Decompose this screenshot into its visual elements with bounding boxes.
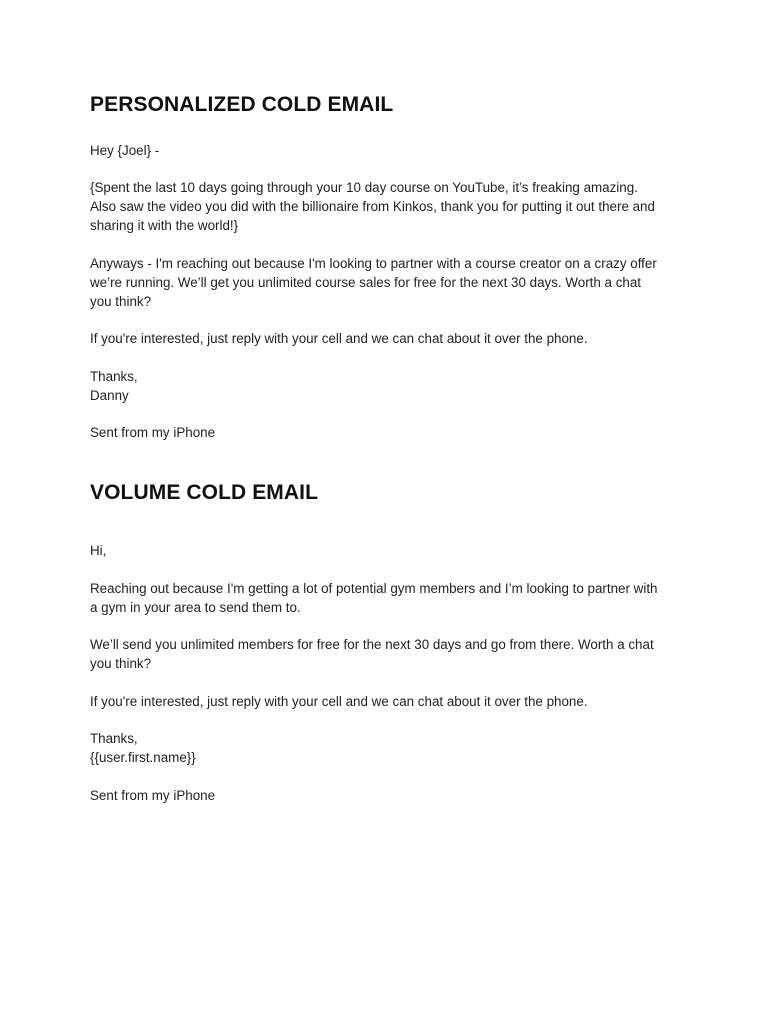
personalized-signature: Danny (90, 388, 129, 403)
volume-intro-line: Reaching out because I'm getting a lot of potential gym members and I’m looking to partner with (90, 581, 658, 596)
volume-offer-paragraph (90, 635, 690, 673)
volume-intro-paragraph (90, 579, 690, 617)
volume-offer-line: We’ll send you unlimited members for free for the next 30 days and go from there. Worth a chat (90, 637, 654, 652)
volume-offer-line: you think? (90, 656, 152, 671)
personalized-offer-line: Anyways - I'm reaching out because I'm looking to partner with a course creator on a crazy offer (90, 256, 657, 271)
personalized-intro-line: Also saw the video you did with the billionaire from Kinkos, thank you for putting it out there and (90, 199, 655, 214)
volume-email-title: VOLUME COLD EMAIL (90, 481, 319, 504)
volume-signature: {{user.first.name}} (90, 750, 196, 765)
volume-closing (90, 729, 690, 767)
personalized-closing (90, 367, 690, 405)
personalized-email-title: PERSONALIZED COLD EMAIL (90, 93, 394, 116)
personalized-offer-line: we’re running. We’ll get you unlimited course sales for free for the next 30 days. Worth a chat (90, 275, 642, 290)
personalized-intro-line: {Spent the last 10 days going through your 10 day course on YouTube, it’s freaking amazing. (90, 180, 638, 195)
personalized-signoff: Thanks, (90, 369, 138, 384)
personalized-greeting: Hey {Joel} - (90, 143, 160, 158)
personalized-offer-paragraph (90, 254, 690, 311)
personalized-offer-line: you think? (90, 294, 152, 309)
personalized-intro-paragraph (90, 178, 690, 235)
personalized-sent-from: Sent from my iPhone (90, 425, 216, 440)
volume-sent-from: Sent from my iPhone (90, 788, 216, 803)
volume-intro-line: a gym in your area to send them to. (90, 600, 301, 615)
personalized-cta: If you're interested, just reply with your cell and we can chat about it over the phone. (90, 331, 588, 346)
personalized-intro-line: sharing it with the world!} (90, 218, 239, 233)
volume-signoff: Thanks, (90, 731, 138, 746)
volume-greeting: Hi, (90, 543, 107, 558)
volume-cta: If you're interested, just reply with your cell and we can chat about it over the phone. (90, 694, 588, 709)
